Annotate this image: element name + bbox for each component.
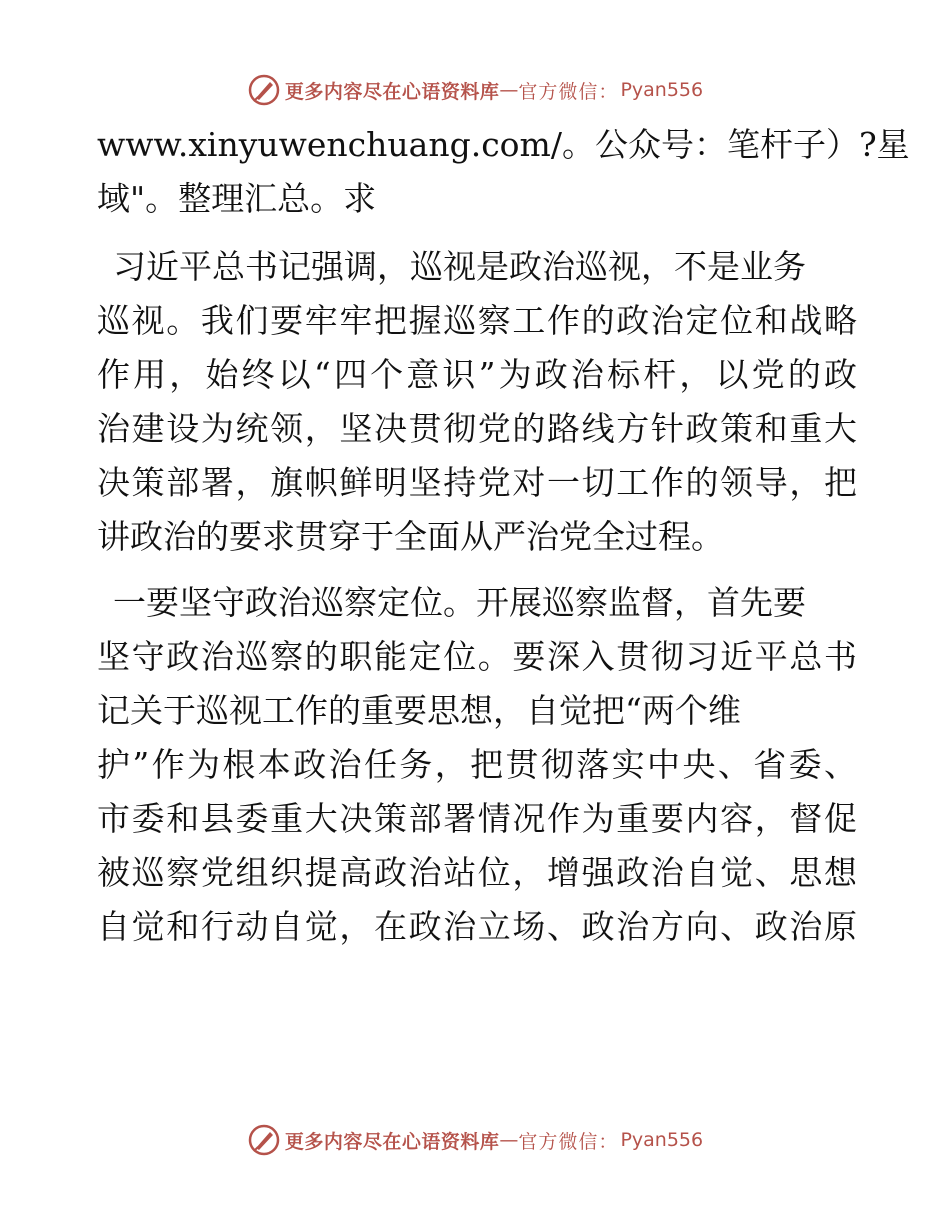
text-line: 被巡察党组织提高政治站位，增强政治自觉、思想 (97, 853, 857, 892)
text-line: 域"。整理汇总。求 (97, 179, 377, 218)
paragraph-point-one (97, 576, 857, 954)
paragraph-quote (97, 240, 857, 564)
footer-banner-separator: — (499, 1129, 519, 1151)
text-line: 决策部署，旗帜鲜明坚持党对一切工作的领导，把 (97, 463, 857, 502)
footer-wechat-id: Pyan556 (620, 1129, 704, 1151)
text-line: 一要坚守政治巡察定位。开展巡察监督，首先要 (113, 583, 806, 622)
text-line: 巡视。我们要牢牢把握巡察工作的政治定位和战略 (97, 301, 857, 340)
text-line: 讲政治的要求贯穿于全面从严治党全过程。 (97, 517, 724, 556)
text-line: 市委和县委重大决策部署情况作为重要内容，督促 (97, 799, 857, 838)
text-line: 记关于巡视工作的重要思想，自觉把“两个维 (97, 691, 741, 730)
header-banner-text: 更多内容尽在心语资料库 (284, 80, 500, 103)
text-line: 习近平总书记强调，巡视是政治巡视，不是业务 (113, 247, 806, 286)
header-banner-separator: — (499, 79, 519, 101)
text-line: 治建设为统领，坚决贯彻党的路线方针政策和重大 (97, 409, 857, 448)
quill-logo-icon (247, 1123, 281, 1157)
footer-banner-text: 更多内容尽在心语资料库 (284, 1130, 500, 1153)
text-line: 作用，始终以“四个意识”为政治标杆，以党的政 (97, 355, 857, 394)
footer-banner (0, 1120, 950, 1160)
quill-logo-icon (247, 73, 281, 107)
footer-wechat-label: 官方微信： (518, 1130, 619, 1153)
text-line: 坚守政治巡察的职能定位。要深入贯彻习近平总书 (97, 637, 857, 676)
paragraph-intro (97, 118, 910, 226)
text-line: www.xinyuwenchuang.com/。公众号：笔杆子）?星 (97, 125, 910, 164)
document-body (97, 118, 910, 954)
text-line: 护”作为根本政治任务，把贯彻落实中央、省委、 (97, 745, 857, 784)
header-wechat-label: 官方微信： (518, 80, 619, 103)
text-line: 自觉和行动自觉，在政治立场、政治方向、政治原 (97, 907, 857, 946)
header-banner (0, 70, 950, 110)
header-wechat-id: Pyan556 (620, 79, 704, 101)
